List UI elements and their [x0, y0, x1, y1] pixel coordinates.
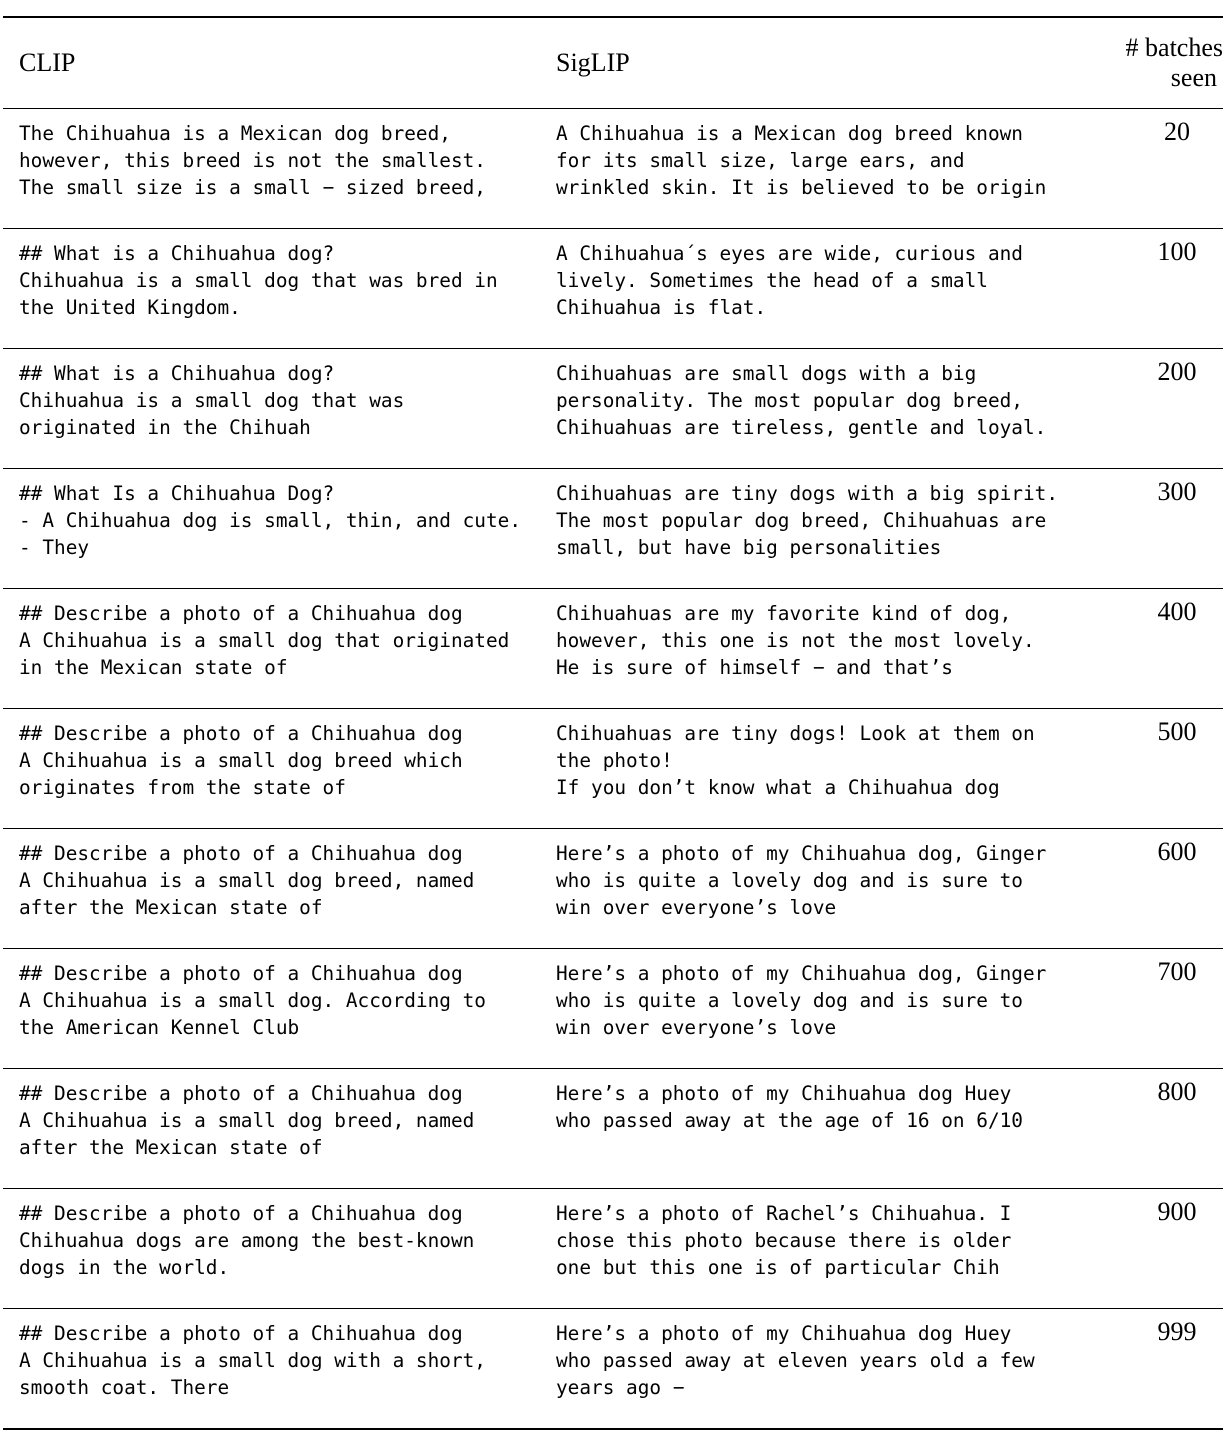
siglip-caption: Here’s a photo of my Chihuahua dog Huey who passed away at the age of 16 on 6/10 [556, 1082, 1023, 1132]
batches-seen-value: 800 [1157, 1077, 1197, 1106]
header-row [3, 17, 1223, 109]
table-row [3, 1069, 1223, 1189]
clip-caption: ## What is a Chihuahua dog? Chihuahua is a small dog that was bred in the United Kingdom. [19, 242, 498, 319]
batches-seen-value: 900 [1157, 1197, 1197, 1226]
batches-seen-value: 300 [1157, 477, 1197, 506]
siglip-caption: Chihuahuas are tiny dogs! Look at them on the photo! If you don’t know what a Chihuahua dog [556, 722, 1035, 799]
table-row [3, 109, 1223, 229]
clip-caption: ## Describe a photo of a Chihuahua dog A Chihuahua is a small dog. According to the American Kennel Club [19, 962, 486, 1039]
batches-seen-value: 700 [1157, 957, 1197, 986]
batches-seen-value: 20 [1164, 117, 1190, 146]
table-row [3, 229, 1223, 349]
table-row [3, 709, 1223, 829]
table-row [3, 1309, 1223, 1430]
header-clip: CLIP [19, 48, 76, 77]
siglip-caption: A Chihuahua´s eyes are wide, curious and lively. Sometimes the head of a small Chihuahua is flat. [556, 242, 1023, 319]
siglip-caption: Here’s a photo of my Chihuahua dog, Ginger who is quite a lovely dog and is sure to win over everyone’s love [556, 962, 1047, 1039]
batches-seen-value: 200 [1157, 357, 1197, 386]
clip-caption: ## Describe a photo of a Chihuahua dog A Chihuahua is a small dog that originated in the Mexican state of [19, 602, 510, 679]
clip-caption: ## Describe a photo of a Chihuahua dog Chihuahua dogs are among the best-known dogs in the world. [19, 1202, 475, 1279]
comparison-table [3, 16, 1223, 1430]
header-batches-line2: seen [1170, 63, 1217, 92]
table-body [3, 109, 1223, 1430]
clip-caption: ## What Is a Chihuahua Dog? - A Chihuahua dog is small, thin, and cute. - They [19, 482, 521, 559]
siglip-caption: Here’s a photo of Rachel’s Chihuahua. I chose this photo because there is older one but this one is of particular Chih [556, 1202, 1012, 1279]
clip-caption: ## Describe a photo of a Chihuahua dog A Chihuahua is a small dog breed, named after the Mexican state of [19, 842, 475, 919]
table-row [3, 589, 1223, 709]
clip-caption: ## Describe a photo of a Chihuahua dog A Chihuahua is a small dog breed, named after the Mexican state of [19, 1082, 475, 1159]
siglip-caption: Chihuahuas are tiny dogs with a big spirit. The most popular dog breed, Chihuahuas are small, but have big personalities [556, 482, 1058, 559]
siglip-caption: A Chihuahua is a Mexican dog breed known for its small size, large ears, and wrinkled skin. It is believed to be origin [556, 122, 1047, 199]
header-siglip: SigLIP [556, 48, 630, 77]
clip-caption: The Chihuahua is a Mexican dog breed, however, this breed is not the smallest. The small size is a small − sized breed, [19, 122, 486, 199]
table-row [3, 469, 1223, 589]
table-row [3, 949, 1223, 1069]
batches-seen-value: 999 [1157, 1317, 1197, 1346]
clip-caption: ## Describe a photo of a Chihuahua dog A Chihuahua is a small dog breed which originates from the state of [19, 722, 463, 799]
batches-seen-value: 100 [1157, 237, 1197, 266]
header-batches-seen [1123, 17, 1223, 109]
batches-seen-value: 400 [1157, 597, 1197, 626]
siglip-caption: Here’s a photo of my Chihuahua dog Huey who passed away at eleven years old a few years ago − [556, 1322, 1035, 1399]
batches-seen-value: 500 [1157, 717, 1197, 746]
table-row [3, 829, 1223, 949]
siglip-caption: Chihuahuas are small dogs with a big personality. The most popular dog breed, Chihuahuas are tireless, gentle and loyal. [556, 362, 1047, 439]
table-row [3, 1189, 1223, 1309]
table-row [3, 349, 1223, 469]
siglip-caption: Chihuahuas are my favorite kind of dog, however, this one is not the most lovely. He is sure of himself − and that’s [556, 602, 1035, 679]
batches-seen-value: 600 [1157, 837, 1197, 866]
header-batches-line1: # batches [1125, 33, 1223, 62]
clip-caption: ## Describe a photo of a Chihuahua dog A Chihuahua is a small dog with a short, smooth coat. There [19, 1322, 486, 1399]
siglip-caption: Here’s a photo of my Chihuahua dog, Ginger who is quite a lovely dog and is sure to win over everyone’s love [556, 842, 1047, 919]
clip-caption: ## What is a Chihuahua dog? Chihuahua is a small dog that was originated in the Chihuah [19, 362, 405, 439]
table-header [3, 17, 1223, 109]
